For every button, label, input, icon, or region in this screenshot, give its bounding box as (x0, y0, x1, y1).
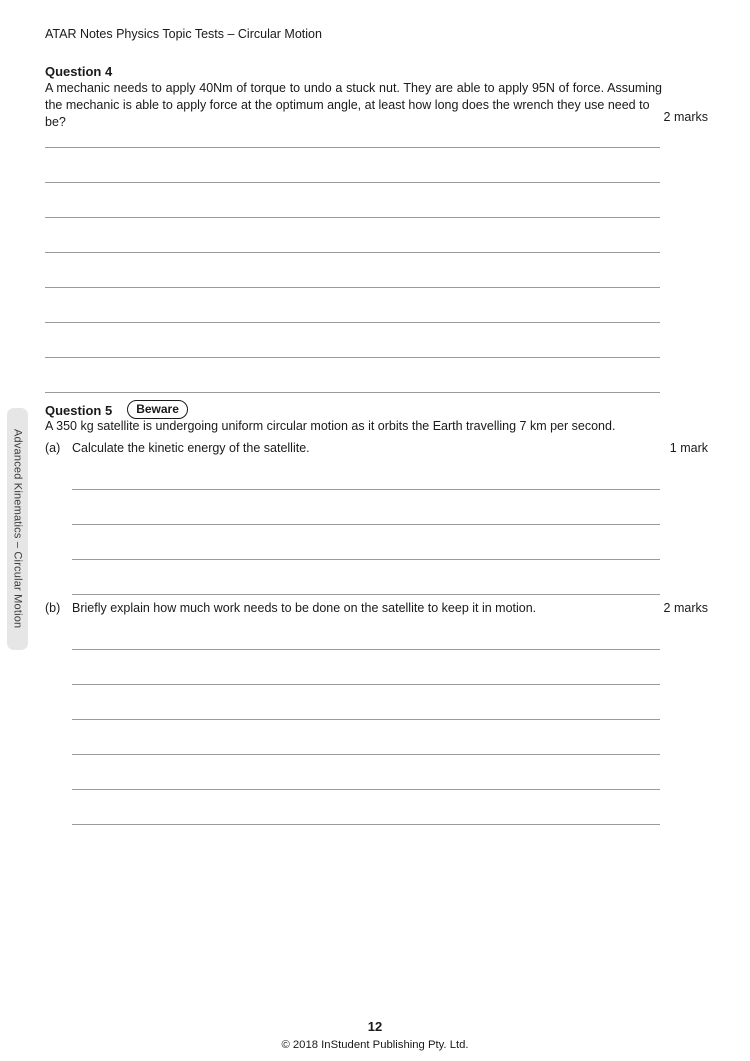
answer-line (45, 113, 660, 148)
part-b-answer-lines (72, 615, 660, 825)
question-5-part-a-row (45, 441, 708, 455)
answer-line (45, 148, 660, 183)
answer-line (72, 720, 660, 755)
question-4-answer-lines (45, 113, 660, 393)
question-5-title: Question 5 (45, 402, 113, 418)
part-a-answer-lines (72, 455, 660, 595)
answer-line (72, 455, 660, 490)
answer-line (72, 790, 660, 825)
answer-line (72, 650, 660, 685)
question-5-intro: A 350 kg satellite is undergoing uniform circular motion as it orbits the Earth travelling 7 km per second. (45, 419, 616, 433)
answer-line (72, 560, 660, 595)
answer-line (72, 755, 660, 790)
answer-line (72, 490, 660, 525)
question-4-text-line-1: A mechanic needs to apply 40Nm of torque to undo a stuck nut. They are able to apply 95N of force. Assuming (45, 81, 662, 95)
answer-line (72, 525, 660, 560)
part-b-label: (b) (45, 601, 61, 615)
chapter-sidebar-tab-label: Advanced Kinematics – Circular Motion (11, 429, 24, 629)
answer-line (45, 253, 660, 288)
part-a-marks: 1 mark (669, 441, 708, 455)
answer-line (72, 615, 660, 650)
beware-badge: Beware (127, 400, 188, 419)
question-4-title: Question 4 (45, 64, 113, 79)
question-5-part-b-row (45, 601, 708, 615)
answer-line (45, 358, 660, 393)
copyright-notice: © 2018 InStudent Publishing Pty. Ltd. (281, 1039, 469, 1051)
part-b-text: Briefly explain how much work needs to be done on the satellite to keep it in motion. (72, 601, 537, 615)
answer-line (45, 288, 660, 323)
answer-line (72, 685, 660, 720)
part-b-marks: 2 marks (663, 601, 708, 615)
page-number: 12 (367, 1019, 383, 1034)
question-4-text-line-2: the mechanic is able to apply force at the optimum angle, at least how long does the wrench they use need to be? (45, 98, 650, 129)
answer-line (45, 323, 660, 358)
answer-line (45, 183, 660, 218)
question-4-marks: 2 marks (663, 110, 708, 124)
part-a-label: (a) (45, 441, 61, 455)
part-a-text: Calculate the kinetic energy of the satellite. (72, 441, 310, 455)
document-header: ATAR Notes Physics Topic Tests – Circular Motion (45, 27, 322, 41)
answer-line (45, 218, 660, 253)
chapter-sidebar-tab (7, 408, 28, 650)
